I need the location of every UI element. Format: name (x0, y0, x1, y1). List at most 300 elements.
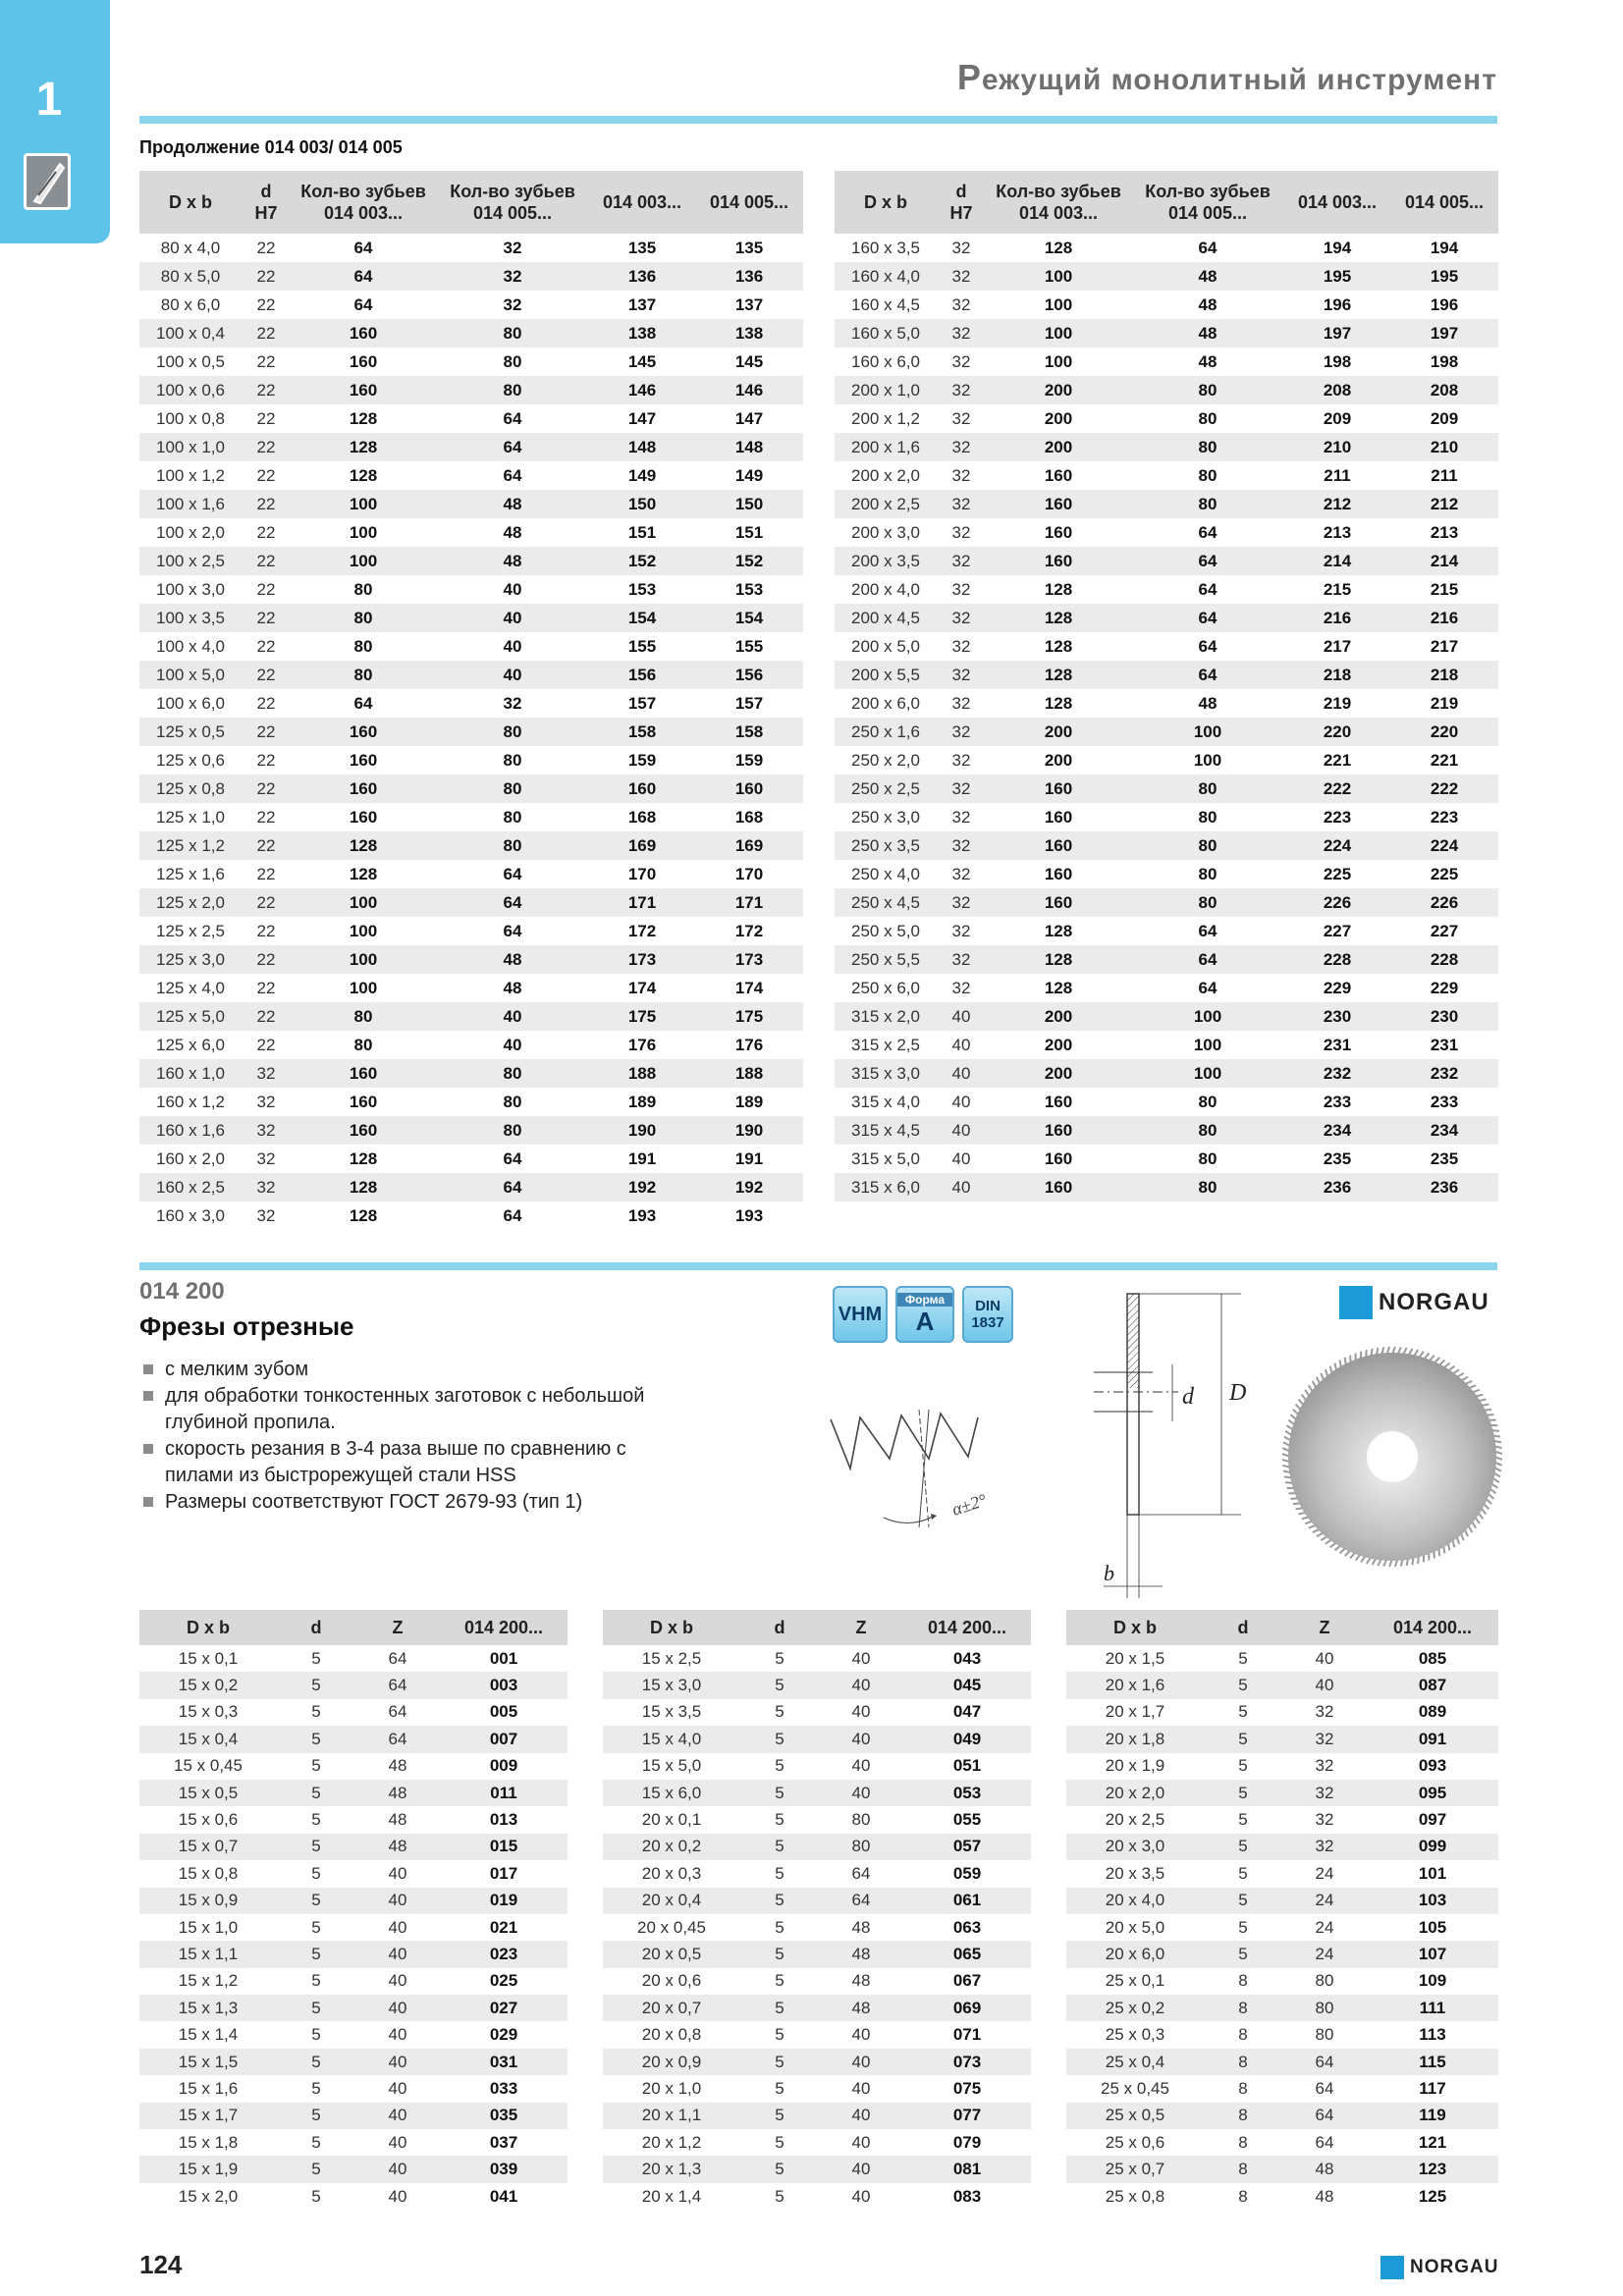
table-cell: 148 (695, 433, 803, 461)
table-row (603, 1834, 1031, 1860)
table-cell: 200 (986, 376, 1131, 404)
table-cell: 200 x 2,0 (851, 465, 920, 485)
table-cell: 045 (903, 1672, 1031, 1698)
table-cell: 035 (440, 2103, 568, 2129)
table-cell: 32 (436, 262, 589, 291)
column-header: d H7 (242, 171, 291, 234)
table-row (139, 1173, 803, 1201)
table-cell: 32 (937, 262, 986, 291)
table-cell: 32 (1315, 1702, 1334, 1722)
table-cell: 065 (903, 1941, 1031, 1967)
table-row (139, 1941, 568, 1967)
table-row (603, 1753, 1031, 1780)
table-cell: 159 (627, 750, 657, 770)
table-cell: 80 (436, 1116, 589, 1145)
table-cell: 15 x 0,7 (139, 1834, 277, 1860)
table-cell: 5 (740, 2049, 819, 2075)
table-cell: 227 (1323, 921, 1352, 940)
din-label: DIN (975, 1298, 1001, 1314)
table-cell: 001 (489, 1648, 518, 1668)
table-cell: 217 (1323, 636, 1352, 656)
table-row (603, 2075, 1031, 2102)
page-title: Режущий монолитный инструмент (956, 57, 1497, 97)
table-cell: 149 (734, 465, 764, 485)
table-cell: 100 (1044, 294, 1073, 314)
table-cell: 100 x 1,2 (156, 465, 225, 485)
table-cell: 80 (436, 831, 589, 860)
table-row (139, 1145, 803, 1173)
table-cell: 125 (1418, 2186, 1447, 2206)
table-cell: 170 (734, 864, 764, 883)
table-cell: 5 (1238, 1648, 1248, 1668)
table-cell: 48 (436, 490, 589, 518)
table-cell: 176 (627, 1035, 657, 1054)
feature-item: с мелким зубом (143, 1357, 654, 1383)
table-cell: 80 x 5,0 (139, 262, 242, 291)
table-cell: 051 (952, 1756, 982, 1776)
table-row (139, 831, 803, 860)
table-cell: 315 x 6,0 (835, 1173, 937, 1201)
table-cell: 32 (503, 693, 522, 713)
table-cell: 315 x 5,0 (851, 1148, 920, 1168)
table-cell: 5 (277, 2103, 355, 2129)
table-row (835, 888, 1498, 917)
table-cell: 40 (937, 1059, 986, 1088)
column-header: D x b (1066, 1610, 1204, 1645)
table-cell: 40 (503, 1035, 522, 1054)
table-cell: 32 (937, 661, 986, 689)
table-cell: 107 (1367, 1941, 1498, 1967)
table-cell: 169 (589, 831, 695, 860)
table-cell: 22 (242, 547, 291, 575)
table-row (139, 1031, 803, 1059)
table-cell: 25 x 0,6 (1105, 2132, 1165, 2152)
table-cell: 22 (256, 294, 276, 314)
table-cell: 22 (242, 433, 291, 461)
table-cell: 40 (388, 2078, 407, 2098)
table-cell: 80 (291, 604, 436, 632)
table-cell: 40 (851, 2025, 871, 2045)
table-cell: 32 (1282, 1780, 1367, 1806)
table-cell: 20 x 6,0 (1066, 1941, 1204, 1967)
table-cell: 80 (1131, 433, 1284, 461)
table-cell: 48 (819, 1941, 903, 1967)
table-cell: 48 (1315, 2186, 1334, 2206)
table-cell: 8 (1204, 2049, 1282, 2075)
table-cell: 48 (503, 522, 522, 542)
table-cell: 100 x 2,0 (156, 522, 225, 542)
table-row (603, 2156, 1031, 2182)
table-cell: 5 (775, 2186, 784, 2206)
table-cell: 22 (242, 262, 291, 291)
table-cell: 197 (1284, 319, 1390, 347)
table-row (139, 604, 803, 632)
table-cell: 155 (627, 636, 657, 656)
table-cell: 145 (734, 351, 764, 371)
table-cell: 5 (1204, 1726, 1282, 1752)
table-cell: 021 (489, 1917, 518, 1937)
table-cell: 8 (1238, 2025, 1248, 2045)
table-cell: 64 (1131, 547, 1284, 575)
table-cell: 20 x 1,6 (1066, 1672, 1204, 1698)
table-cell: 128 (349, 1148, 378, 1168)
table-row (139, 2129, 568, 2156)
table-cell: 48 (1198, 693, 1217, 713)
table-cell: 5 (311, 1971, 321, 1991)
table-cell: 22 (242, 718, 291, 746)
table-cell: 20 x 3,0 (1066, 1834, 1204, 1860)
table-cell: 315 x 3,0 (835, 1059, 937, 1088)
table-cell: 211 (1431, 465, 1458, 485)
table-cell: 172 (627, 921, 657, 940)
table-cell: 224 (1284, 831, 1390, 860)
table-cell: 80 (1198, 864, 1217, 883)
column-header: Кол-во зубьев 014 005... (1131, 171, 1284, 234)
table-row (139, 2183, 568, 2210)
table-cell: 220 (1284, 718, 1390, 746)
table-cell: 32 (937, 490, 986, 518)
table-cell: 217 (1430, 636, 1459, 656)
table-row (835, 1145, 1498, 1173)
table-cell: 40 (937, 1116, 986, 1145)
bottom-table-1 (139, 1610, 568, 2210)
table-cell: 135 (734, 238, 764, 257)
column-header: Z (819, 1610, 903, 1645)
table-cell: 153 (734, 579, 764, 599)
table-cell: 32 (937, 547, 986, 575)
table-cell: 213 (1323, 522, 1352, 542)
table-cell: 128 (349, 864, 378, 883)
table-cell: 128 (986, 945, 1131, 974)
table-cell: 80 (1315, 2025, 1334, 2045)
table-cell: 169 (695, 831, 803, 860)
table-row (835, 404, 1498, 433)
bullet-icon (143, 1444, 153, 1454)
table-cell: 175 (589, 1002, 695, 1031)
table-row (603, 1914, 1031, 1941)
continuation-label: Продолжение 014 003/ 014 005 (139, 137, 403, 157)
table-cell: 22 (256, 465, 276, 485)
table-cell: 148 (589, 433, 695, 461)
table-cell: 160 (1044, 864, 1073, 883)
table-cell: 20 x 0,8 (641, 2025, 702, 2045)
table-cell: 80 (353, 636, 373, 656)
table-cell: 5 (311, 2078, 321, 2098)
table-cell: 22 (242, 661, 291, 689)
table-cell: 075 (952, 2078, 982, 2098)
table-cell: 136 (589, 262, 695, 291)
table-cell: 159 (734, 750, 764, 770)
table-cell: 027 (440, 1995, 568, 2021)
table-row (139, 262, 803, 291)
table-row (1066, 1995, 1498, 2021)
table-cell: 128 (1044, 579, 1073, 599)
table-row (603, 1780, 1031, 1806)
table-cell: 229 (1323, 978, 1352, 997)
table-cell: 250 x 4,5 (835, 888, 937, 917)
saw-disc-image (1276, 1337, 1512, 1582)
table-cell: 48 (819, 1995, 903, 2021)
table-row (139, 917, 803, 945)
table-cell: 15 x 0,45 (174, 1756, 243, 1776)
table-cell: 32 (951, 636, 971, 656)
table-cell: 64 (503, 864, 522, 883)
table-cell: 192 (589, 1173, 695, 1201)
table-cell: 216 (1390, 604, 1498, 632)
table-cell: 64 (436, 888, 589, 917)
table-cell: 100 x 4,0 (156, 636, 225, 656)
table-cell: 5 (775, 1648, 784, 1668)
table-cell: 20 x 1,1 (603, 2103, 740, 2129)
table-row (139, 575, 803, 604)
table-cell: 40 (388, 1917, 407, 1937)
top-table-right (835, 171, 1498, 1201)
table-row (139, 1860, 568, 1887)
table-cell: 200 x 2,5 (835, 490, 937, 518)
table-cell: 128 (291, 1173, 436, 1201)
table-cell: 40 (355, 2103, 440, 2129)
table-cell: 037 (489, 2132, 518, 2152)
table-cell: 20 x 1,2 (641, 2132, 702, 2152)
table-cell: 315 x 4,5 (835, 1116, 937, 1145)
column-header: D x b (603, 1610, 740, 1645)
table-cell: 049 (903, 1726, 1031, 1752)
table-row (139, 974, 803, 1002)
table-cell: 40 (937, 1002, 986, 1031)
table-cell: 125 x 4,0 (156, 978, 225, 997)
table-row (835, 661, 1498, 689)
table-cell: 079 (952, 2132, 982, 2152)
table-row (835, 831, 1498, 860)
table-cell: 22 (242, 831, 291, 860)
section-tab (0, 0, 110, 243)
table-cell: 64 (1198, 238, 1217, 257)
table-cell: 190 (695, 1116, 803, 1145)
table-cell: 232 (1284, 1059, 1390, 1088)
table-cell: 128 (349, 465, 378, 485)
table-cell: 5 (775, 1756, 784, 1776)
table-cell: 40 (388, 2132, 407, 2152)
table-cell: 64 (1315, 2132, 1334, 2152)
thickness-label: b (1104, 1561, 1114, 1585)
table-cell: 100 (1131, 718, 1284, 746)
table-cell: 087 (1367, 1672, 1498, 1698)
table-cell: 250 x 3,5 (835, 831, 937, 860)
table-row (603, 1968, 1031, 1995)
table-row (835, 575, 1498, 604)
table-row (139, 433, 803, 461)
table-cell: 32 (951, 750, 971, 770)
table-row (139, 376, 803, 404)
table-cell: 157 (627, 693, 657, 713)
table-cell: 22 (256, 807, 276, 827)
table-cell: 100 (986, 319, 1131, 347)
table-cell: 64 (1198, 579, 1217, 599)
column-header: Кол-во зубьев 014 005... (436, 171, 589, 234)
table-cell: 125 x 1,0 (156, 807, 225, 827)
table-cell: 32 (937, 604, 986, 632)
column-header: D x b (835, 171, 937, 234)
table-cell: 200 (986, 1002, 1131, 1031)
table-cell: 160 (349, 750, 378, 770)
table-row (835, 1002, 1498, 1031)
table-cell: 8 (1204, 2156, 1282, 2182)
table-cell: 64 (353, 238, 373, 257)
table-cell: 100 x 3,5 (139, 604, 242, 632)
table-cell: 200 x 1,6 (835, 433, 937, 461)
table-row (139, 490, 803, 518)
table-cell: 168 (734, 807, 764, 827)
table-cell: 40 (819, 1726, 903, 1752)
table-cell: 043 (952, 1648, 982, 1668)
table-cell: 128 (291, 433, 436, 461)
table-cell: 15 x 1,7 (139, 2103, 277, 2129)
table-cell: 189 (734, 1092, 764, 1111)
table-cell: 192 (695, 1173, 803, 1201)
table-row (139, 1888, 568, 1914)
table-cell: 225 (1323, 864, 1352, 883)
table-cell: 160 (589, 774, 695, 803)
table-cell: 40 (851, 1702, 871, 1722)
table-cell: 223 (1323, 807, 1352, 827)
table-cell: 031 (440, 2049, 568, 2075)
table-cell: 80 (1131, 1173, 1284, 1201)
table-cell: 20 x 0,9 (603, 2049, 740, 2075)
table-row (139, 1059, 803, 1088)
table-cell: 80 (1131, 376, 1284, 404)
table-cell: 119 (1367, 2103, 1498, 2129)
table-cell: 160 x 2,0 (156, 1148, 225, 1168)
table-cell: 195 (1390, 262, 1498, 291)
table-row (835, 234, 1498, 262)
table-cell: 099 (1367, 1834, 1498, 1860)
table-cell: 128 (291, 831, 436, 860)
table-cell: 047 (952, 1702, 982, 1722)
table-cell: 100 (1193, 750, 1222, 770)
table-cell: 160 (986, 888, 1131, 917)
table-row (139, 1002, 803, 1031)
table-cell: 48 (1282, 2156, 1367, 2182)
table-cell: 40 (819, 1672, 903, 1698)
table-cell: 222 (1284, 774, 1390, 803)
table-cell: 160 x 1,6 (139, 1116, 242, 1145)
table-cell: 250 x 4,0 (851, 864, 920, 883)
table-cell: 200 (986, 1059, 1131, 1088)
table-cell: 80 (1282, 1995, 1367, 2021)
table-row (1066, 1645, 1498, 1672)
table-cell: 195 (1284, 262, 1390, 291)
table-cell: 64 (503, 1148, 522, 1168)
table-cell: 219 (1430, 693, 1459, 713)
table-cell: 234 (1390, 1116, 1498, 1145)
tooth-profile-drawing (821, 1400, 1027, 1547)
column-header: d (1204, 1610, 1282, 1645)
table-cell: 145 (627, 351, 657, 371)
table-cell: 32 (242, 1173, 291, 1201)
table-cell: 48 (503, 978, 522, 997)
table-cell: 158 (589, 718, 695, 746)
table-cell: 40 (819, 1780, 903, 1806)
table-cell: 128 (1044, 693, 1073, 713)
table-cell: 115 (1367, 2049, 1498, 2075)
column-header: Кол-во зубьев 014 003... (986, 171, 1131, 234)
table-cell: 111 (1367, 1995, 1498, 2021)
table-cell: 200 x 3,0 (851, 522, 920, 542)
table-cell: 22 (256, 408, 276, 428)
table-cell: 64 (503, 465, 522, 485)
table-cell: 200 x 4,5 (835, 604, 937, 632)
table-cell: 208 (1284, 376, 1390, 404)
table-cell: 173 (695, 945, 803, 974)
forma-value: A (915, 1306, 935, 1336)
table-cell: 5 (775, 2025, 784, 2045)
table-cell: 100 x 1,6 (139, 490, 242, 518)
table-cell: 160 x 2,5 (139, 1173, 242, 1201)
table-cell: 40 (851, 1648, 871, 1668)
table-cell: 212 (1284, 490, 1390, 518)
table-row (835, 917, 1498, 945)
table-row (139, 2156, 568, 2182)
table-row (139, 234, 803, 262)
table-row (1066, 1806, 1498, 1833)
table-cell: 80 (436, 774, 589, 803)
table-cell: 5 (311, 1810, 321, 1830)
table-cell: 22 (256, 693, 276, 713)
table-cell: 223 (1430, 807, 1459, 827)
table-cell: 15 x 0,4 (139, 1726, 277, 1752)
table-cell: 5 (277, 1780, 355, 1806)
table-cell: 100 x 0,6 (139, 376, 242, 404)
table-row (139, 746, 803, 774)
table-cell: 15 x 2,0 (178, 2186, 239, 2206)
forma-label: Форма (897, 1293, 952, 1307)
table-cell: 5 (277, 1834, 355, 1860)
table-cell: 15 x 1,9 (139, 2156, 277, 2182)
table-cell: 15 x 0,5 (139, 1780, 277, 1806)
table-cell: 231 (1430, 1035, 1459, 1054)
table-row (835, 1173, 1498, 1201)
table-cell: 15 x 2,5 (641, 1648, 702, 1668)
table-cell: 48 (1131, 262, 1284, 291)
table-cell: 235 (1430, 1148, 1459, 1168)
table-cell: 5 (311, 1648, 321, 1668)
table-cell: 128 (349, 408, 378, 428)
table-cell: 250 x 2,5 (835, 774, 937, 803)
column-header: Z (1282, 1610, 1367, 1645)
table-cell: 40 (937, 1173, 986, 1201)
table-cell: 48 (851, 1917, 871, 1937)
table-row (139, 718, 803, 746)
table-cell: 24 (1282, 1941, 1367, 1967)
column-header: 014 005... (695, 171, 803, 234)
table-cell: 32 (937, 718, 986, 746)
table-row (139, 1753, 568, 1780)
table-row (835, 718, 1498, 746)
table-cell: 80 (436, 376, 589, 404)
table-cell: 151 (734, 522, 764, 542)
table-cell: 25 x 0,45 (1101, 2078, 1169, 2098)
bottom-table-3 (1066, 1610, 1498, 2210)
table-cell: 32 (937, 945, 986, 974)
table-row (139, 1834, 568, 1860)
table-cell: 25 x 0,7 (1066, 2156, 1204, 2182)
column-header: d (740, 1610, 819, 1645)
table-cell: 160 (986, 774, 1131, 803)
table-cell: 64 (1131, 661, 1284, 689)
column-header: 014 200... (903, 1610, 1031, 1645)
table-cell: 232 (1390, 1059, 1498, 1088)
table-cell: 200 (1044, 1035, 1073, 1054)
